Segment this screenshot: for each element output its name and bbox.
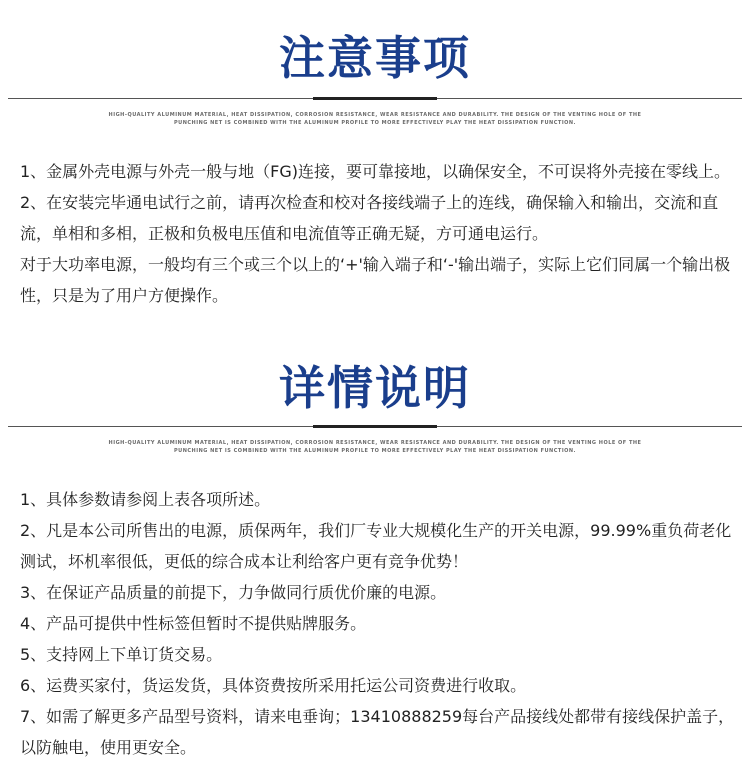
details-body	[20, 484, 738, 763]
details-title: 详情说明	[279, 361, 471, 415]
details-item-7: 7、如需了解更多产品型号资料，请来电垂询；13410888259每台产品接线处都带有接线保护盖子，以防触电，使用更安全。	[20, 707, 735, 757]
details-item-4: 4、产品可提供中性标签但暂时不提供贴牌服务。	[20, 614, 367, 633]
details-divider-accent	[313, 425, 437, 428]
notice-item-1: 1、金属外壳电源与外壳一般与地（FG)连接，要可靠接地，以确保安全，不可误将外壳接在零线上。	[20, 162, 731, 181]
notice-item-2: 2、在安装完毕通电试行之前，请再次检查和校对各接线端子上的连线，确保输入和输出，交流和直流，单相和多相，正极和负极电压值和电流值等正确无疑，方可通电运行。	[20, 193, 719, 243]
notice-body	[20, 156, 738, 311]
notice-item-3: 对于大功率电源，一般均有三个或三个以上的‘+'输入端子和‘-'输出端子，实际上它们同属一个输出极性，只是为了用户方便操作。	[20, 255, 731, 305]
notice-divider-accent	[313, 97, 437, 100]
details-caption: HIGH-QUALITY ALUMINUM MATERIAL, HEAT DISSIPATION, CORROSION RESISTANCE, WEAR RESISTANCE AND DURABILITY. THE DESIGN OF THE VENTING HOLE OF THE PUNCHING NET IS COMBINED WITH THE ALUMINUM PROFILE TO MORE EFFECTIVELY PLAY THE HEAT DISSIPATION FUNCTION.	[108, 440, 642, 454]
details-item-3: 3、在保证产品质量的前提下，力争做同行质优价廉的电源。	[20, 583, 447, 602]
details-item-6: 6、运费买家付，货运发货，具体资费按所采用托运公司资费进行收取。	[20, 676, 527, 695]
notice-title: 注意事项	[279, 31, 471, 85]
details-item-5: 5、支持网上下单订货交易。	[20, 645, 223, 664]
notice-caption: HIGH-QUALITY ALUMINUM MATERIAL, HEAT DISSIPATION, CORROSION RESISTANCE, WEAR RESISTANCE AND DURABILITY. THE DESIGN OF THE VENTING HOLE OF THE PUNCHING NET IS COMBINED WITH THE ALUMINUM PROFILE TO MORE EFFECTIVELY PLAY THE HEAT DISSIPATION FUNCTION.	[108, 112, 642, 126]
details-item-2: 2、凡是本公司所售出的电源，质保两年，我们厂专业大规模化生产的开关电源，99.99%重负荷老化测试，坏机率很低，更低的综合成本让利给客户更有竞争优势！	[20, 521, 732, 571]
details-item-1: 1、具体参数请参阅上表各项所述。	[20, 490, 271, 509]
